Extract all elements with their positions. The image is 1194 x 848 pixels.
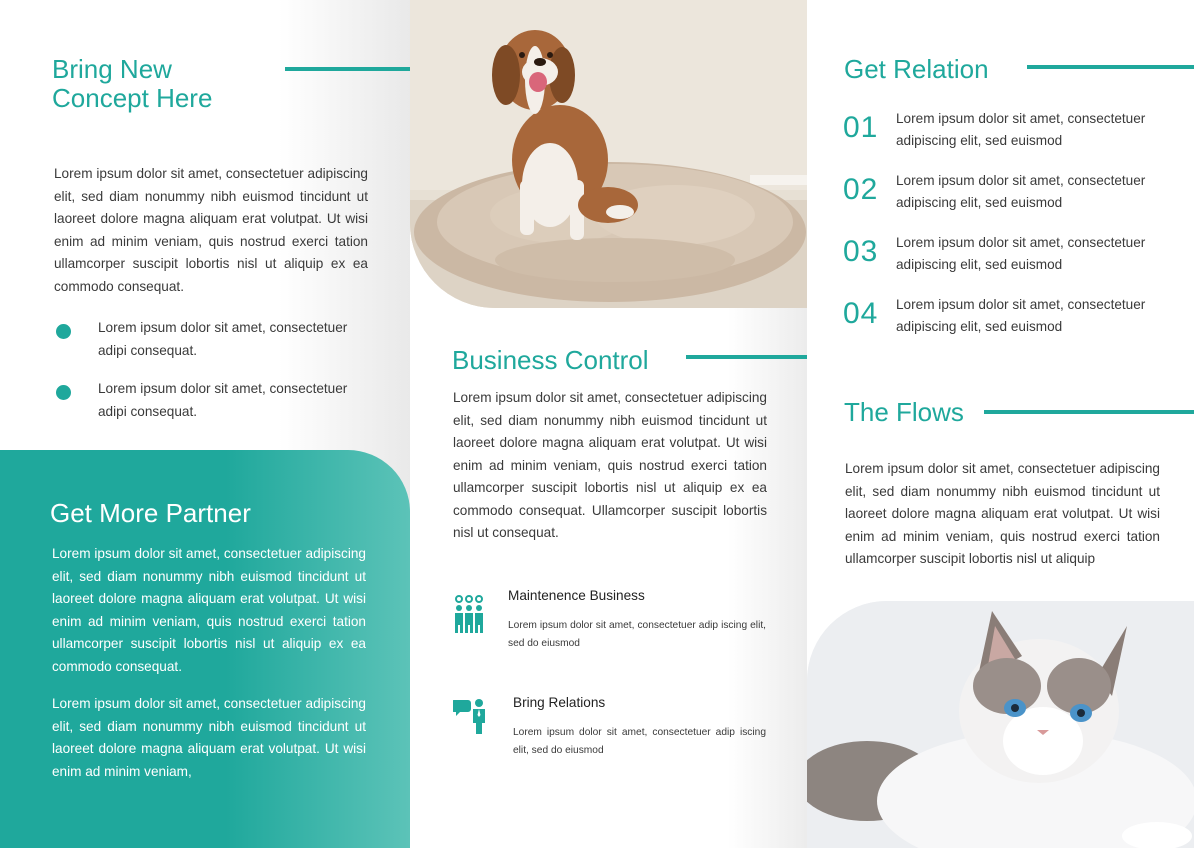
cat-photo [807,601,1194,848]
partner-section [0,450,410,848]
flows-rule [984,410,1194,414]
concept-heading [52,55,212,113]
item-number-01: 01 [843,111,879,144]
service-title-relations: Bring Relations [513,695,606,710]
team-gears-icon [453,594,485,639]
partner-paragraph-2: Lorem ipsum dolor sit amet, consectetuer adipiscing elit, sed diam nonummy nibh euismod tincidunt ut laoreet dolore magna aliquam erat volutpat. Ut wisi enim ad minim veniam, [52,696,366,779]
business-rule [686,355,807,359]
partner-paragraph-1: Lorem ipsum dolor sit amet, consectetuer adipiscing elit, sed diam nonummy nibh euismod tincidunt ut laoreet dolore magna aliquam erat volutpat. Ut wisi enim ad minim veniam, quis nostrud exerci tation ullamcorper suscipit lobortis nisl ut aliquip ex ea commodo consequat. [52,546,366,674]
speech-person-icon [453,697,487,740]
concept-heading-line2: Concept Here [52,83,213,113]
middle-panel [410,0,807,848]
item-number-02: 02 [843,173,879,206]
concept-heading-line1: Bring New [52,54,172,84]
heading-rule [285,67,410,71]
bullet-dot [56,324,71,339]
item-number-03: 03 [843,235,879,268]
left-panel [0,0,410,848]
business-control-heading: Business Control [452,345,649,375]
get-relation-heading: Get Relation [844,54,989,84]
item-text-01: Lorem ipsum dolor sit amet, consectetuer adipiscing elit, sed euismod [896,111,1146,148]
partner-heading: Get More Partner [50,498,251,528]
service-text-relations: Lorem ipsum dolor sit amet, consectetuer adip iscing elit, sed do eiusmod [513,727,766,756]
item-text-03: Lorem ipsum dolor sit amet, consectetuer adipiscing elit, sed euismod [896,235,1146,272]
service-title-maintenance: Maintenence Business [508,588,645,603]
flows-paragraph: Lorem ipsum dolor sit amet, consectetuer adipiscing elit, sed diam nonummy nibh euismod tincidunt ut laoreet dolore magna aliquam erat volutpat. Ut wisi enim ad minim veniam, quis nostrud exerci tation ullamcorper suscipit lobortis nisl ut aliquip [845,461,1160,566]
white-cat-illustration [807,601,1194,848]
bullet-text-2: Lorem ipsum dolor sit amet, consectetuer adipi consequat. [98,381,348,419]
dog-on-cushion-illustration [410,0,807,308]
dog-photo [410,0,807,308]
relation-rule [1027,65,1194,69]
flows-heading: The Flows [844,397,964,427]
concept-paragraph: Lorem ipsum dolor sit amet, consectetuer adipiscing elit, sed diam nonummy nibh euismod tincidunt ut laoreet dolore magna aliquam erat volutpat. Ut wisi enim ad minim veniam, quis nostrud exerci tation ullamcorper suscipit lobortis nisl ut aliquip ex ea commodo consequat. [54,166,368,294]
business-paragraph: Lorem ipsum dolor sit amet, consectetuer adipiscing elit, sed diam nonummy nibh euismod tincidunt ut laoreet dolore magna aliquam erat volutpat. Ut wisi enim ad minim veniam, quis nostrud exerci tation ullamcorper suscipit lobortis nisl ut aliquip ex ea commodo consequat. Ullamcorper suscipit lobortis nisl ut consequat. [453,390,767,540]
item-text-02: Lorem ipsum dolor sit amet, consectetuer adipiscing elit, sed euismod [896,173,1146,210]
bullet-text-1: Lorem ipsum dolor sit amet, consectetuer adipi consequat. [98,320,348,358]
service-text-maintenance: Lorem ipsum dolor sit amet, consectetuer adip iscing elit, sed do eiusmod [508,620,766,649]
item-text-04: Lorem ipsum dolor sit amet, consectetuer adipiscing elit, sed euismod [896,297,1146,334]
item-number-04: 04 [843,297,879,330]
bullet-dot [56,385,71,400]
right-panel [807,0,1194,848]
